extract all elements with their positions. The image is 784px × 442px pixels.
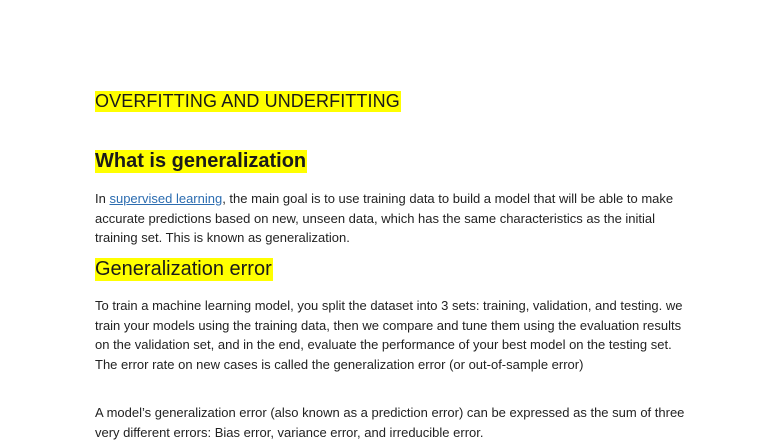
document-page xyxy=(95,91,695,440)
section-heading-generalization xyxy=(95,150,307,173)
generalization-error-paragraph-2: A model’s generalization error (also known as a prediction error) can be expressed as the sum of three very different errors: Bias error, variance error, and irreducible error. xyxy=(95,405,685,440)
section-heading-generalization-error xyxy=(95,258,273,281)
document-title xyxy=(95,91,695,119)
heading-highlight: What is generalization xyxy=(95,150,307,172)
generalization-error-paragraph-1: To train a machine learning model, you split the dataset into 3 sets: training, validation, and testing. we train your models using the training data, then we compare and tune them using the evaluation results on the validation set, and in the end, evaluate the performance of your best model on the testing set. The error rate on new cases is called the generalization error (or out-of-sample error) xyxy=(95,298,683,372)
generalization-paragraph xyxy=(95,189,695,248)
heading-highlight: Generalization error xyxy=(95,258,272,280)
supervised-learning-link[interactable]: supervised learning xyxy=(109,191,223,206)
paragraph-suffix: , the main goal is to use training data to build a model that will be able to make accurate predictions based on new, unseen data, which has the same characteristics as the initial training set. This is known as generalization. xyxy=(95,191,674,245)
title-highlight: OVERFITTING AND UNDERFITTING xyxy=(95,91,400,111)
paragraph-prefix: In xyxy=(95,191,110,206)
